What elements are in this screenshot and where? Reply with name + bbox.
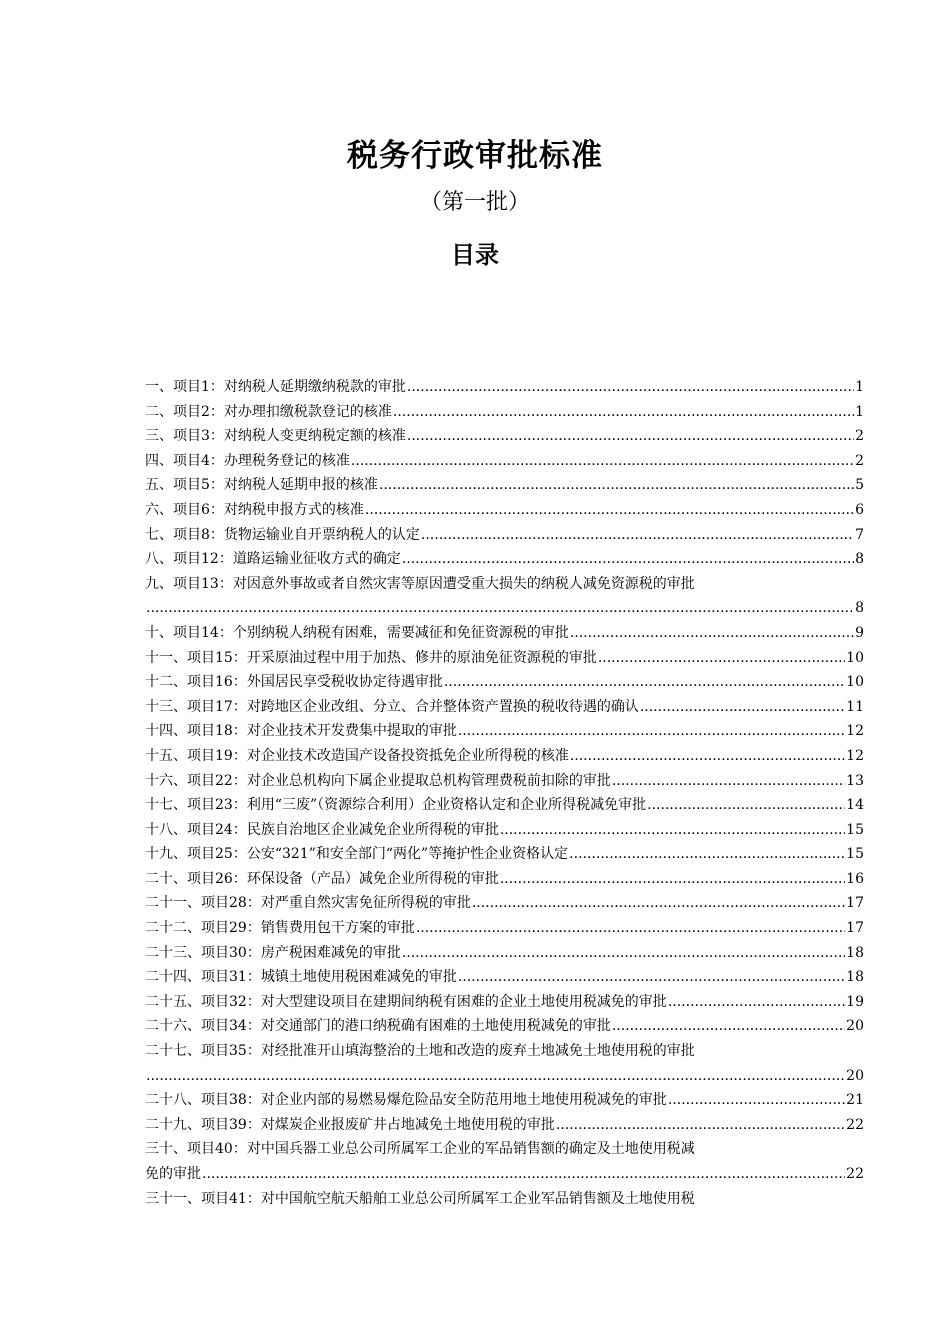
toc-entry[interactable] <box>145 424 864 449</box>
toc-entry-text: 二十三、项目30：房产税困难减免的审批 <box>145 944 401 961</box>
toc-entry-text: 三、项目3：对纳税人变更纳税定额的核准 <box>145 428 406 445</box>
toc-entry[interactable] <box>145 990 864 1015</box>
toc-entry[interactable] <box>145 1088 864 1113</box>
toc-entry-text: 十四、项目18：对企业技术开发费集中提取的审批 <box>145 723 457 740</box>
toc-page-number: 12 <box>846 747 864 764</box>
toc-entry[interactable] <box>145 719 864 744</box>
toc-leader-dots <box>668 1088 845 1113</box>
toc-entry-text: 三十、项目40：对中国兵器工业总公司所属军工企业的军品销售额的确定及土地使用税减 <box>145 1141 695 1158</box>
toc-leader-dots <box>379 473 854 498</box>
toc-leader-dots <box>393 400 854 425</box>
toc-page-number: 17 <box>846 920 864 937</box>
toc-entry[interactable] <box>145 400 864 425</box>
toc-entry[interactable] <box>145 1039 864 1064</box>
toc-entry[interactable] <box>145 621 864 646</box>
toc-leader-dots <box>146 1064 845 1089</box>
toc-page-number: 8 <box>855 551 864 568</box>
toc-entry[interactable] <box>145 375 864 400</box>
toc-page-number: 20 <box>846 1018 864 1035</box>
toc-entry-text: 二十七、项目35：对经批准开山填海整治的土地和改造的废弃土地减免土地使用税的审批 <box>145 1043 695 1060</box>
toc-entry[interactable] <box>145 596 864 621</box>
toc-entry[interactable] <box>145 1137 864 1162</box>
toc-leader-dots <box>407 424 854 449</box>
toc-entry-text: 十七、项目23：利用“三废”（资源综合利用）企业资格认定和企业所得税减免审批 <box>145 797 647 814</box>
toc-leader-dots <box>556 1113 845 1138</box>
toc-entry[interactable] <box>145 1113 864 1138</box>
toc-leader-dots <box>668 990 845 1015</box>
toc-entry[interactable] <box>145 965 864 990</box>
toc-entry-text: 十五、项目19：对企业技术改造国产设备投资抵免企业所得税的核准 <box>145 747 569 764</box>
toc-page-number: 1 <box>855 403 864 420</box>
toc-entry-text: 七、项目8：货物运输业自开票纳税人的认定 <box>145 526 420 543</box>
toc-entry[interactable] <box>145 842 864 867</box>
toc-entry-text: 二十六、项目34：对交通部门的港口纳税确有困难的土地使用税减免的审批 <box>145 1018 611 1035</box>
toc-page-number: 16 <box>846 870 864 887</box>
toc-page-number: 15 <box>846 821 864 838</box>
toc-leader-dots <box>421 523 854 548</box>
toc-entry-text: 十三、项目17：对跨地区企业改组、分立、合并整体资产置换的税收待遇的确认 <box>145 698 639 715</box>
toc-page-number: 10 <box>846 649 864 666</box>
toc-entry-text: 十二、项目16：外国居民享受税收协定待遇审批 <box>145 674 443 691</box>
document-title: 税务行政审批标准 <box>347 138 603 174</box>
toc-page-number: 8 <box>855 600 864 617</box>
toc-entry[interactable] <box>145 498 864 523</box>
toc-entry-text: 二十四、项目31：城镇土地使用税困难减免的审批 <box>145 969 457 986</box>
toc-entry[interactable] <box>145 449 864 474</box>
toc-entry[interactable] <box>145 1064 864 1089</box>
toc-entry[interactable] <box>145 646 864 671</box>
toc-entry[interactable] <box>145 941 864 966</box>
toc-entry[interactable] <box>145 1162 864 1187</box>
toc-leader-dots <box>365 498 854 523</box>
toc-leader-dots <box>402 547 854 572</box>
toc-entry-text: 三十一、项目41：对中国航空航天船舶工业总公司所属军工企业军品销售额及土地使用税 <box>145 1190 695 1207</box>
toc-entry[interactable] <box>145 1187 864 1212</box>
toc-entry[interactable] <box>145 572 864 597</box>
toc-leader-dots <box>569 842 845 867</box>
toc-entry-text: 二、项目2：对办理扣缴税款登记的核准 <box>145 403 392 420</box>
table-of-contents <box>145 375 864 1211</box>
toc-leader-dots <box>458 965 845 990</box>
toc-page-number: 1 <box>855 379 864 395</box>
toc-entry[interactable] <box>145 867 864 892</box>
toc-entry-text: 二十九、项目39：对煤炭企业报废矿井占地减免土地使用税的审批 <box>145 1116 555 1133</box>
toc-page-number: 20 <box>846 1067 864 1084</box>
toc-page-number: 10 <box>846 674 864 691</box>
toc-page-number: 13 <box>846 772 864 789</box>
toc-entry[interactable] <box>145 744 864 769</box>
toc-entry-text: 十六、项目22：对企业总机构向下属企业提取总机构管理费税前扣除的审批 <box>145 772 611 789</box>
toc-page-number: 2 <box>855 452 864 469</box>
toc-entry-text: 二十二、项目29：销售费用包干方案的审批 <box>145 920 415 937</box>
toc-entry-text: 免的审批 <box>145 1166 201 1182</box>
toc-leader-dots <box>640 695 845 720</box>
toc-page-number: 17 <box>846 895 864 912</box>
toc-entry-text: 一、项目1：对纳税人延期缴纳税款的审批 <box>145 379 406 395</box>
toc-entry-text: 十九、项目25：公安“321”和安全部门“两化”等掩护性企业资格认定 <box>145 846 569 863</box>
toc-page-number: 21 <box>846 1092 864 1109</box>
toc-page-number: 18 <box>846 969 864 986</box>
toc-entry[interactable] <box>145 1014 864 1039</box>
toc-entry[interactable] <box>145 891 864 916</box>
toc-leader-dots <box>612 769 845 794</box>
toc-leader-dots <box>444 670 845 695</box>
toc-leader-dots <box>612 1014 845 1039</box>
toc-leader-dots <box>416 916 845 941</box>
toc-page-number: 6 <box>855 501 864 518</box>
toc-entry-text: 四、项目4：办理税务登记的核准 <box>145 452 350 469</box>
toc-leader-dots <box>598 646 845 671</box>
toc-page-number: 22 <box>846 1116 864 1133</box>
toc-entry[interactable] <box>145 793 864 818</box>
toc-page-number: 11 <box>846 698 864 715</box>
toc-page-number: 22 <box>846 1166 864 1182</box>
toc-entry-text: 五、项目5：对纳税人延期申报的核准 <box>145 477 378 494</box>
toc-leader-dots <box>570 744 845 769</box>
toc-page-number: 2 <box>855 428 864 445</box>
toc-page-number: 19 <box>846 993 864 1010</box>
toc-entry-text: 二十八、项目38：对企业内部的易燃易爆危险品安全防范用地土地使用税减免的审批 <box>145 1092 667 1109</box>
toc-entry-text: 十、项目14：个别纳税人纳税有困难，需要减征和免征资源税的审批 <box>145 624 569 641</box>
toc-page-number: 7 <box>855 526 864 543</box>
toc-page-number: 14 <box>846 797 864 814</box>
toc-leader-dots <box>472 891 845 916</box>
toc-entry[interactable] <box>145 473 864 498</box>
toc-page-number: 9 <box>855 624 864 641</box>
toc-page-number: 12 <box>846 723 864 740</box>
toc-leader-dots <box>647 793 845 818</box>
toc-entry-text: 十八、项目24：民族自治地区企业减免企业所得税的审批 <box>145 821 499 838</box>
toc-entry[interactable] <box>145 695 864 720</box>
toc-page-number: 18 <box>846 944 864 961</box>
toc-leader-dots <box>402 941 845 966</box>
toc-entry[interactable] <box>145 523 864 548</box>
toc-entry-text: 九、项目13：对因意外事故或者自然灾害等原因遭受重大损失的纳税人减免资源税的审批 <box>145 575 695 592</box>
toc-entry[interactable] <box>145 818 864 843</box>
toc-page-number: 15 <box>846 846 864 863</box>
toc-entry[interactable] <box>145 547 864 572</box>
toc-leader-dots <box>407 375 854 400</box>
toc-heading: 目录 <box>451 241 499 269</box>
toc-leader-dots <box>458 719 845 744</box>
toc-entry-text: 十一、项目15：开采原油过程中用于加热、修井的原油免征资源税的审批 <box>145 649 597 666</box>
toc-page-number: 5 <box>855 477 864 494</box>
toc-entry[interactable] <box>145 916 864 941</box>
toc-entry-text: 二十五、项目32：对大型建设项目在建期间纳税有困难的企业土地使用税减免的审批 <box>145 993 667 1010</box>
toc-leader-dots <box>500 818 845 843</box>
toc-leader-dots <box>146 596 854 621</box>
toc-entry[interactable] <box>145 769 864 794</box>
toc-leader-dots <box>202 1162 845 1187</box>
toc-entry-text: 六、项目6：对纳税申报方式的核准 <box>145 501 364 518</box>
toc-leader-dots <box>351 449 854 474</box>
toc-entry-text: 二十一、项目28：对严重自然灾害免征所得税的审批 <box>145 895 471 912</box>
toc-entry[interactable] <box>145 670 864 695</box>
document-subtitle: （第一批） <box>419 190 530 215</box>
toc-leader-dots <box>500 867 845 892</box>
toc-entry-text: 八、项目12：道路运输业征收方式的确定 <box>145 551 401 568</box>
toc-entry-text: 二十、项目26：环保设备（产品）减免企业所得税的审批 <box>145 870 499 887</box>
toc-leader-dots <box>570 621 854 646</box>
